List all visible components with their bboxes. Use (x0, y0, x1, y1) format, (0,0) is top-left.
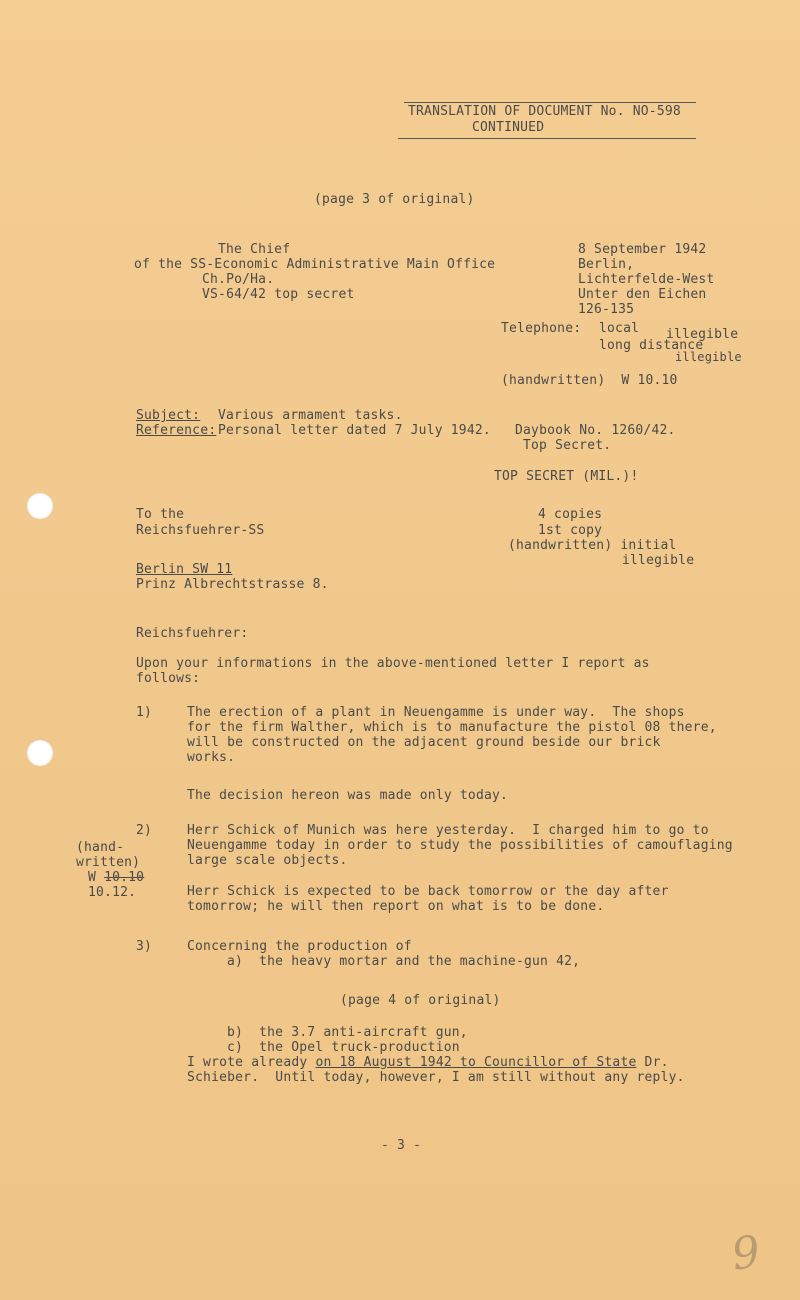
handwritten-note-top: (handwritten) W 10.10 (501, 373, 678, 388)
header-bottom-rule (398, 138, 696, 139)
document-header-continued: CONTINUED (472, 120, 545, 135)
recipient-line-3: Berlin SW 11 (136, 562, 233, 577)
item-3-line-3: b) the 3.7 anti-aircraft gun, (227, 1025, 468, 1040)
subject-label: Subject: (136, 408, 201, 423)
address-district: Lichterfelde-West (578, 272, 715, 287)
sender-line-1: The Chief (218, 242, 291, 257)
item-2-line-1: Herr Schick of Munich was here yesterday. I charged him to go to (187, 823, 709, 838)
item-1-line-5: The decision hereon was made only today. (187, 788, 509, 803)
recipient-line-2: Reichsfuehrer-SS (136, 523, 265, 538)
copy-initial-illegible: illegible (622, 553, 695, 568)
letter-date: 8 September 1942 (578, 242, 707, 257)
margin-note-line-3: W 10.10 (88, 870, 145, 885)
margin-note-line-1: (hand- (76, 840, 125, 855)
recipient-line-4: Prinz Albrechtstrasse 8. (136, 577, 329, 592)
sender-line-2: of the SS-Economic Administrative Main Office (134, 257, 496, 272)
punch-hole-upper (27, 493, 53, 519)
item-2-line-5: tomorrow; he will then report on what is to be done. (187, 899, 605, 914)
item-2-line-2: Neuengamme today in order to study the possibilities of camouflaging (187, 838, 733, 853)
address-street: Unter den Eichen (578, 287, 707, 302)
item-1-line-4: works. (187, 750, 236, 765)
daybook-number: Daybook No. 1260/42. (515, 423, 676, 438)
classification: Top Secret. (523, 438, 612, 453)
page-footer: - 3 - (381, 1138, 422, 1153)
item-1-line-3: will be constructed on the adjacent ground beside our brick (187, 735, 661, 750)
sender-line-3: Ch.Po/Ha. (202, 272, 275, 287)
item-1-number: 1) (136, 705, 153, 720)
item-3-number: 3) (136, 939, 153, 954)
salutation: Reichsfuehrer: (136, 626, 249, 641)
margin-note-line-2: written) (76, 855, 141, 870)
reference-text: Personal letter dated 7 July 1942. (218, 423, 491, 438)
top-secret-stamp: TOP SECRET (MIL.)! (494, 469, 639, 484)
item-3-line-5: I wrote already on 18 August 1942 to Councillor of State Dr. (187, 1055, 669, 1070)
page-marker-mid: (page 4 of original) (340, 993, 501, 1008)
header-top-rule (404, 102, 696, 103)
copy-handwritten-initial: (handwritten) initial (508, 538, 677, 553)
intro-line-2: follows: (136, 671, 201, 686)
item-2-line-4: Herr Schick is expected to be back tomorrow or the day after (187, 884, 669, 899)
item-3-line-4: c) the Opel truck-production (227, 1040, 460, 1055)
pencil-page-mark: 9 (728, 1226, 764, 1281)
margin-note-line-4: 10.12. (88, 885, 137, 900)
telephone-local-value: illegible (666, 327, 739, 342)
address-number: 126-135 (578, 302, 635, 317)
subject-text: Various armament tasks. (218, 408, 403, 423)
item-2-number: 2) (136, 823, 153, 838)
document-header: TRANSLATION OF DOCUMENT No. NO-598 (408, 104, 681, 119)
item-1-line-2: for the firm Walther, which is to manufacture the pistol 08 there, (187, 720, 717, 735)
address-city: Berlin, (578, 257, 635, 272)
copy-number: 1st copy (538, 523, 603, 538)
telephone-label: Telephone: (501, 321, 582, 336)
item-2-line-3: large scale objects. (187, 853, 348, 868)
intro-line-1: Upon your informations in the above-mentioned letter I report as (136, 656, 650, 671)
recipient-line-1: To the (136, 507, 185, 522)
telephone-long-distance: long distance (599, 338, 704, 353)
page-marker-top: (page 3 of original) (314, 192, 475, 207)
item-3-line-2: a) the heavy mortar and the machine-gun 42, (227, 954, 581, 969)
reference-label: Reference: (136, 423, 217, 438)
copies-count: 4 copies (538, 507, 603, 522)
item-3-line-6: Schieber. Until today, however, I am still without any reply. (187, 1070, 685, 1085)
telephone-long-distance-value: illegible (675, 350, 742, 364)
item-3-line-1: Concerning the production of (187, 939, 412, 954)
telephone-local: local (599, 321, 640, 336)
item-1-line-1: The erection of a plant in Neuengamme is under way. The shops (187, 705, 685, 720)
punch-hole-lower (27, 740, 53, 766)
sender-line-4: VS-64/42 top secret (202, 287, 355, 302)
